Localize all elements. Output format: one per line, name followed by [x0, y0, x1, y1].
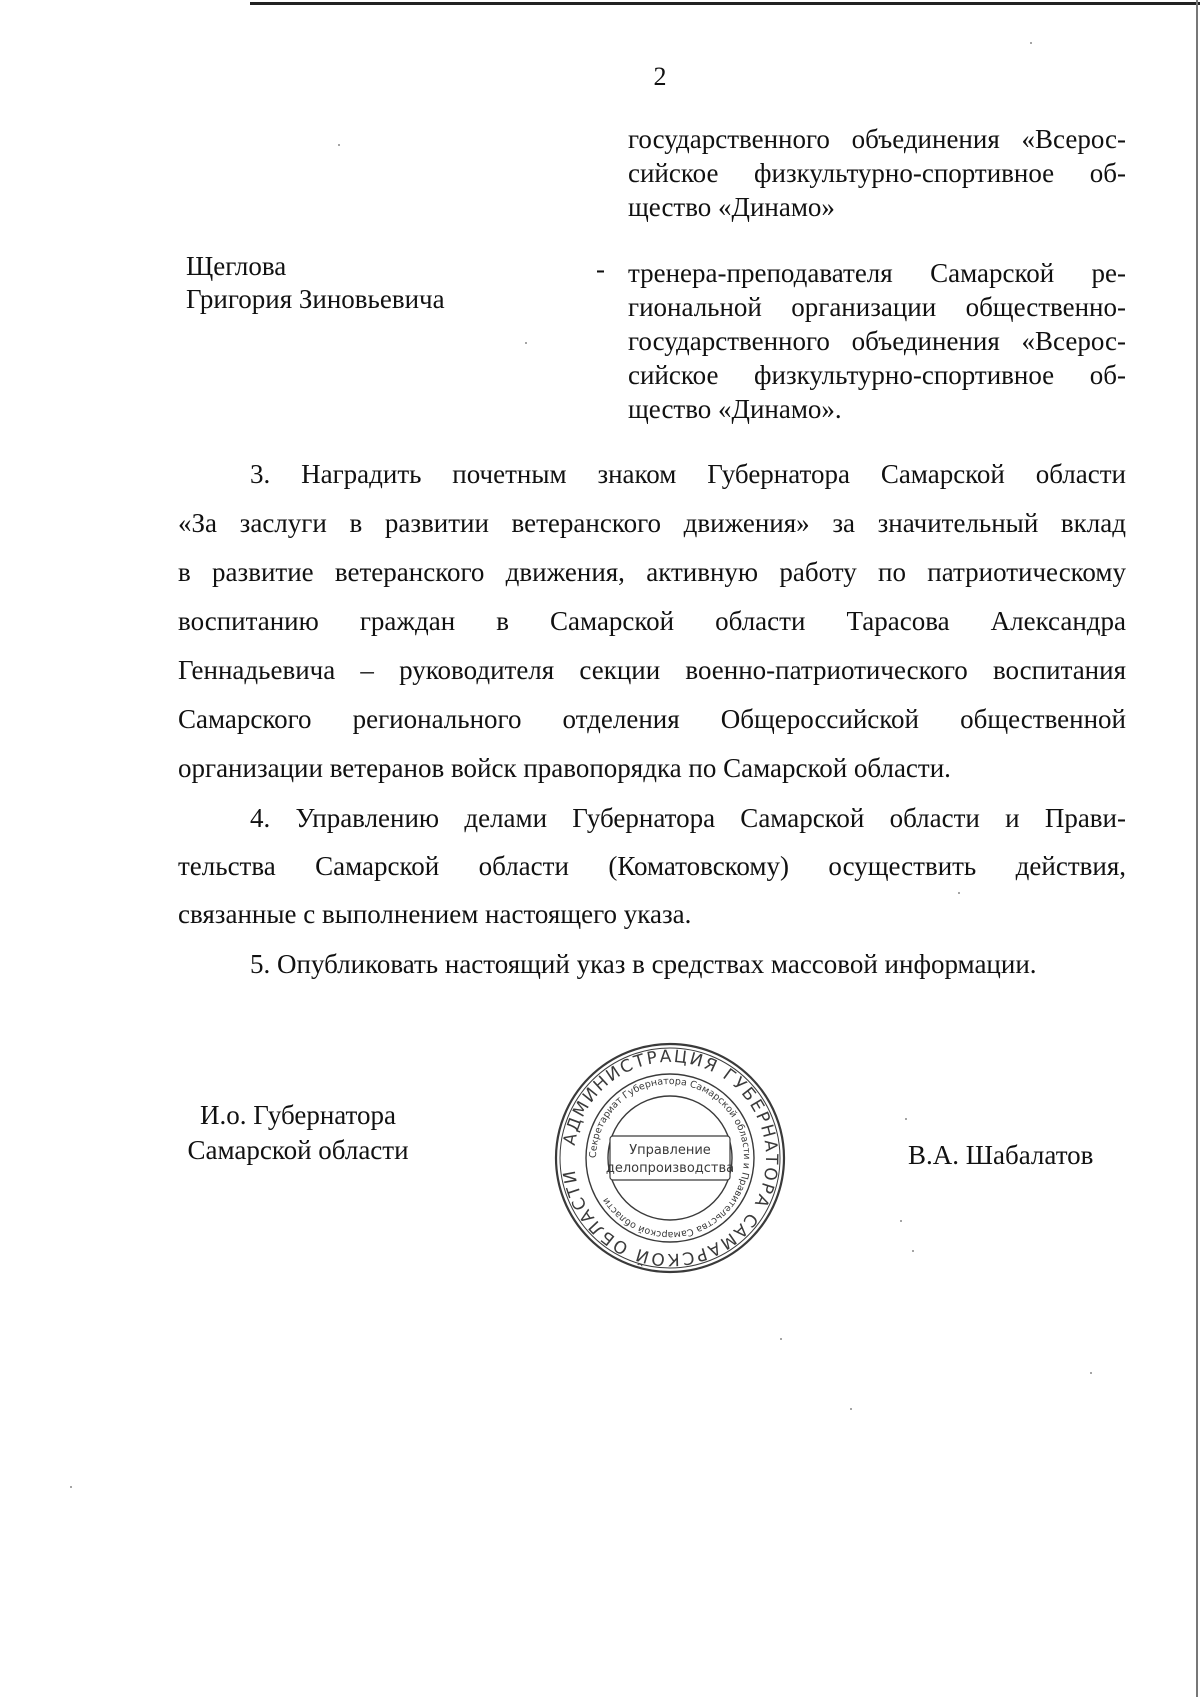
paragraph-line: воспитанию граждан в Самарской области Тарасова Александра — [178, 606, 1126, 636]
entry-desc-line: сийское физкультурно-спортивное об- — [628, 360, 1126, 390]
scan-speck — [525, 342, 527, 344]
paragraph-line: «За заслуги в развитии ветеранского движения» за значительный вклад — [178, 508, 1126, 538]
scan-speck — [850, 1408, 852, 1410]
page-number: 2 — [653, 62, 667, 91]
top-scan-rule — [250, 2, 1200, 5]
awardee-surname: Щеглова — [186, 251, 287, 281]
paragraph-line: Самарского регионального отделения Общероссийской общественной — [178, 704, 1126, 734]
entry-dash: - — [596, 254, 605, 284]
entry-desc-line: сийское физкультурно-спортивное об- — [628, 158, 1126, 188]
scan-speck — [70, 1486, 72, 1488]
scan-speck — [905, 1118, 907, 1120]
entry-desc-line: государственного объединения «Всерос- — [628, 124, 1126, 154]
scan-speck — [1090, 1372, 1092, 1374]
decree-item-4 — [178, 794, 1126, 938]
seal-inner-text: Секретариат Губернатора Самарской области и Правительства Самарской области — [587, 1075, 753, 1241]
paragraph-line: тельства Самарской области (Коматовскому) осуществить действия, — [178, 851, 1126, 881]
right-scan-edge — [1196, 0, 1198, 1697]
scan-speck — [338, 144, 340, 146]
awardee-position — [628, 256, 1126, 426]
paragraph-line: 5. Опубликовать настоящий указ в средствах массовой информации. — [250, 949, 1037, 979]
scan-speck — [780, 1338, 782, 1340]
entry-description-continued — [628, 122, 1126, 224]
awardee-name — [186, 250, 445, 316]
seal-outer-text: АДМИНИСТРАЦИЯ ГУБЕРНАТОРА САМАРСКОЙ ОБЛАСТИ — [559, 1046, 782, 1270]
entry-desc-line: щество «Динамо» — [628, 192, 835, 222]
paragraph-line: связанные с выполнением настоящего указа. — [178, 899, 692, 929]
awardee-given-names: Григория Зиновьевича — [186, 284, 445, 314]
scan-speck — [958, 892, 960, 894]
decree-item-3 — [178, 450, 1126, 793]
seal-center-line-2: делопроизводства — [605, 1161, 735, 1176]
scan-speck — [900, 1220, 902, 1222]
official-seal-stamp — [550, 1038, 790, 1278]
scan-speck — [912, 1250, 914, 1252]
signatory-title-line: Самарской области — [187, 1135, 409, 1165]
entry-desc-line: государственного объединения «Всерос- — [628, 326, 1126, 356]
signatory-title-line: И.о. Губернатора — [199, 1100, 396, 1130]
decree-item-5 — [178, 940, 1126, 988]
paragraph-line: в развитие ветеранского движения, активную работу по патриотическому — [178, 557, 1126, 587]
paragraph-line: 3. Наградить почетным знаком Губернатора Самарской области — [250, 459, 1126, 489]
paragraph-line: 4. Управлению делами Губернатора Самарской области и Прави- — [250, 803, 1126, 833]
paragraph-line: Геннадьевича – руководителя секции военно-патриотического воспитания — [178, 655, 1126, 685]
signatory-name: В.А. Шабалатов — [908, 1140, 1094, 1170]
seal-center-line-1: Управление — [629, 1143, 711, 1158]
paragraph-line: организации ветеранов войск правопорядка по Самарской области. — [178, 753, 951, 783]
entry-desc-line: щество «Динамо». — [628, 394, 842, 424]
signatory-title — [178, 1098, 418, 1168]
entry-desc-line: гиональной организации общественно- — [628, 292, 1126, 322]
entry-desc-line: тренера-преподавателя Самарской ре- — [628, 258, 1126, 288]
scan-speck — [1030, 42, 1032, 44]
